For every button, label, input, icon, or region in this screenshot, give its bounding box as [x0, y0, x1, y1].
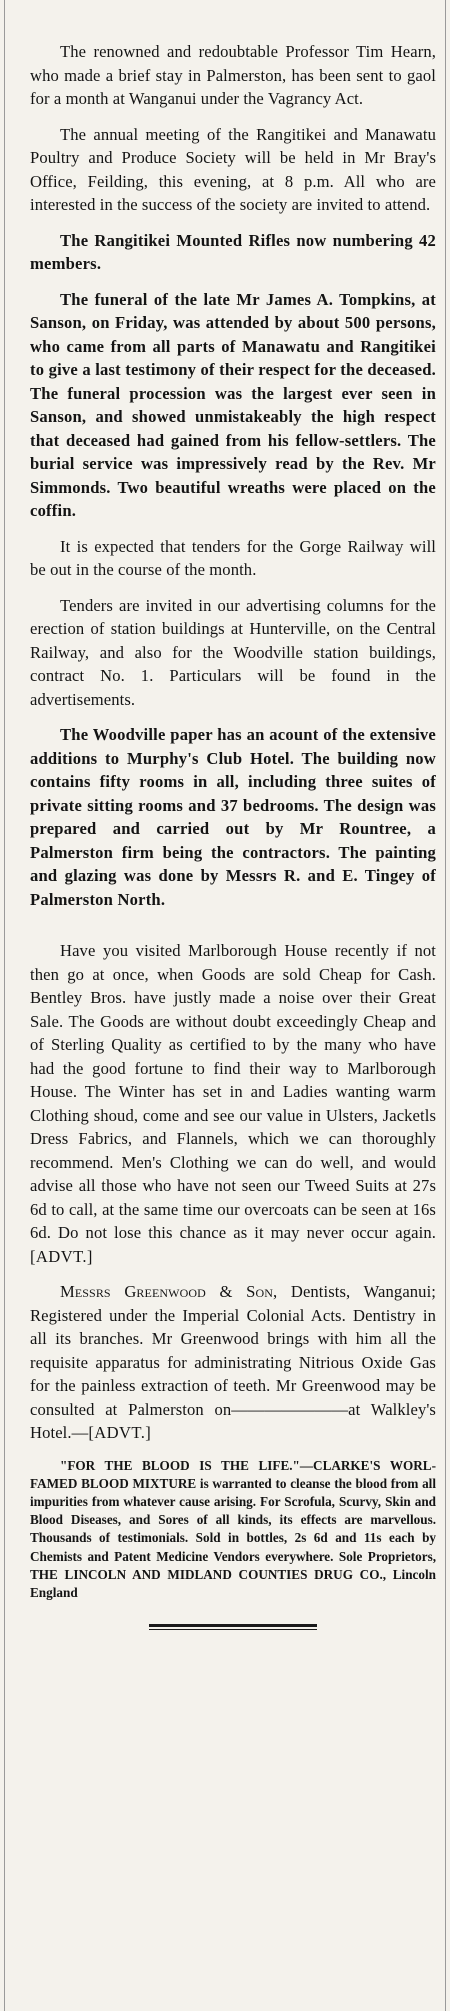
end-rule	[149, 1624, 317, 1630]
news-item-mounted-rifles: The Rangitikei Mounted Rifles now numbering 42 members.	[30, 230, 436, 273]
news-item-funeral: The funeral of the late Mr James A. Tompkins, at Sanson, on Friday, was attended by about 500 persons, who came from all parts of Manawatu and Rangitikei to give a last testimony of their respect for the deceased. The funeral procession was the largest ever seen in Sanson, and showed unmistakeably the high respect that deceased had gained from his fellow-settlers. The burial service was impressively read by the Rev. Mr Simmonds. Two beautiful wreaths were placed on the coffin.	[30, 289, 436, 520]
advert-marlborough-house	[30, 939, 436, 1268]
advert-clarke-blood-mixture: "FOR THE BLOOD IS THE LIFE."—CLARKE'S WORL-FAMED BLOOD MIXTURE is warranted to cleanse the blood from all impurities from whatever cause arising. For Scrofula, Scurvy, Skin and Blood Diseases, and Sores of all kinds, its effects are marvellous. Thousands of testimonials. Sold in bottles, 2s 6d and 11s each by Chemists and Patent Medicine Vendors everywhere. Sole Proprietors, THE LINCOLN AND MIDLAND COUNTIES DRUG CO., Lincoln England	[30, 1457, 436, 1600]
section-gap	[30, 923, 436, 939]
advert-tag: [ADVT.]	[88, 1423, 152, 1442]
advert-tag: [ADVT.]	[30, 1246, 93, 1266]
news-item-poultry-society: The annual meeting of the Rangitikei and Manawatu Poultry and Produce Society will be held in Mr Bray's Office, Feilding, this evening, at 8 p.m. All who are interested in the success of the society are invited to attend.	[30, 124, 436, 214]
advert-greenwood-dentists	[30, 1280, 436, 1445]
news-item-hearn: The renowned and redoubtable Professor Tim Hearn, who made a brief stay in Palmerston, has been sent to gaol for a month at Wanganui under the Vagrancy Act.	[30, 42, 436, 108]
column-rule-left	[4, 0, 5, 2011]
column-rule-right	[445, 0, 446, 2011]
news-item-gorge-railway: It is expected that tenders for the Gorge Railway will be out in the course of the month.	[30, 536, 436, 579]
news-item-tenders: Tenders are invited in our advertising columns for the erection of station buildings at Hunterville, on the Central Railway, and also for the Woodville station buildings, contract No. 1. Particulars will be found in the advertisements.	[30, 595, 436, 709]
advert-greenwood-name: Messrs Greenwood & Son,	[60, 1282, 278, 1301]
advert-greenwood-text: Dentists, Wanganui; Registered under the Imperial Colonial Acts. Dentistry in all its branches. Mr Greenwood brings with him all the requisite apparatus for administrating Nitrious Oxide Gas for the painless extraction of teeth. Mr Greenwood may be consulted at Palmerston on———————at Walkley's Hotel.—	[30, 1282, 436, 1442]
news-item-woodville-hotel: The Woodville paper has an acount of the extensive additions to Murphy's Club Hotel. The building now contains fifty rooms in all, including three suites of private sitting rooms and 37 bedrooms. The design was prepared and carried out by Mr Rountree, a Palmerston firm being the contractors. The painting and glazing was done by Messrs R. and E. Tingey of Palmerston North.	[30, 725, 436, 909]
newspaper-column	[30, 40, 436, 1630]
advert-marlborough-text: Have you visited Marlborough House recently if not then go at once, when Goods are sold Cheap for Cash. Bentley Bros. have justly made a noise over their Great Sale. The Goods are without doubt exceedingly Cheap and of Sterling Quality as certified to by the many who have had the good fortune to find their way to Marlborough House. The Winter has set in and Ladies wanting warm Clothing shoud, come and see our value in Ulsters, Jacketls Dress Fabrics, and Flannels, which we can thoroughly recommend. Men's Clothing we can do well, and would advise all those who have not seen our Tweed Suits at 27s 6d to call, at the same time our overcoats can be seen at 16s 6d. Do not lose this chance as it may never occur again.	[30, 941, 436, 1242]
